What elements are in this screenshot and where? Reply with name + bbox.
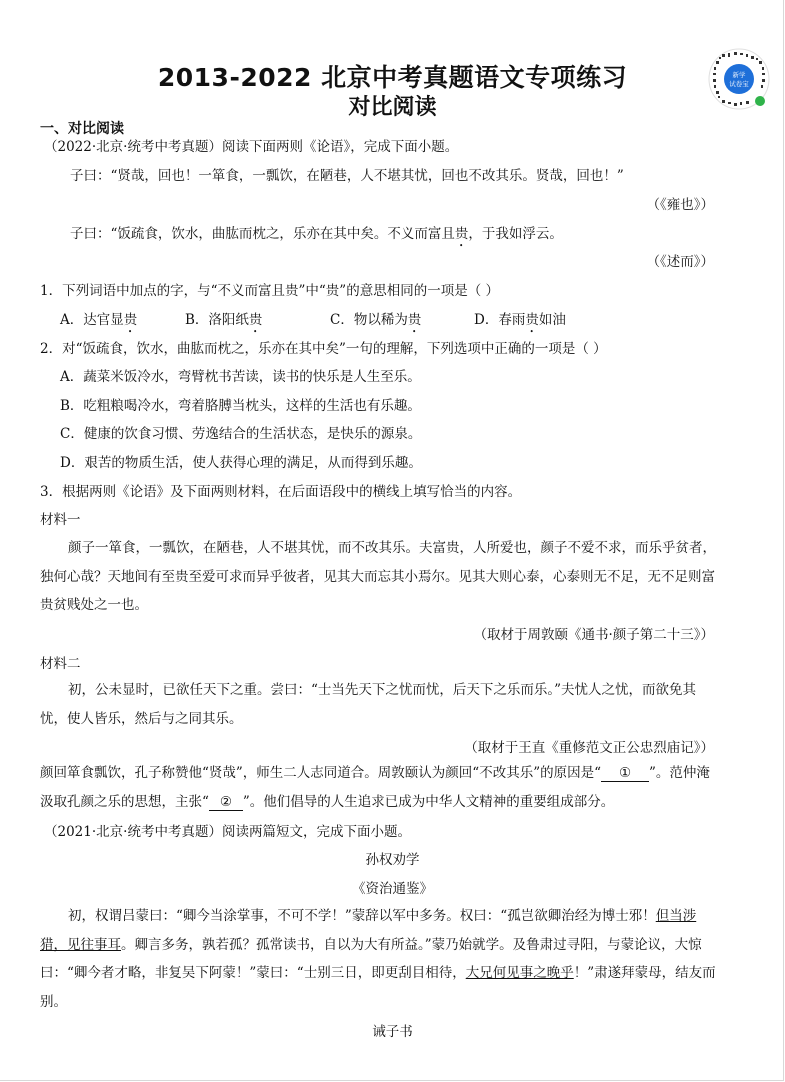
blank-2-input[interactable]: ② <box>209 794 243 811</box>
underlined-sentence-2: 大兄何见事之晚乎 <box>465 965 574 981</box>
passage-title-1: 孙权劝学 <box>365 852 420 868</box>
passage-title-2: 诫子书 <box>372 1024 413 1040</box>
quote1: 子曰：“贤哉，回也！一箪食，一瓢饮，在陋巷，人不堪其忧，回也不改其乐。贤哉，回也！” <box>70 168 624 184</box>
material-2-label: 材料二 <box>40 656 81 672</box>
material-2-source: （取材于王直《重修范文正公忠烈庙记》） <box>464 740 714 756</box>
material-1-source: （取材于周敦颐《通书·颜子第二十三》） <box>473 627 714 643</box>
question-2-stem: 2．对“饭疏食，饮水，曲肱而枕之，乐亦在其中矣”一句的理解，下列选项中正确的一项是（ ） <box>40 341 607 357</box>
material-1-text: 颜子一箪食，一瓢饮，在陋巷，人不堪其忧，而不改其乐。夫富贵，人所爱也，颜子不爱不求，而乐乎贫者，独何心哉？天地间有至贵至爱可求而异乎彼者，见其大而忘其小焉尔。见其大则心泰，心泰则无不足，无不足则富贵贫贱处之一也。 <box>40 540 716 613</box>
qr-badge-line1: 新学 <box>732 71 746 79</box>
material-2-text: 初，公未显时，已欲任天下之重。尝曰：“士当先天下之忧而忧，后天下之乐而乐。”夫忧人之忧，而欲免其忧，使人皆乐，然后与之同其乐。 <box>40 682 697 727</box>
q1-option-b[interactable]: B．洛阳纸贵 <box>185 312 263 328</box>
material-1-label: 材料一 <box>40 512 81 528</box>
document-title: 2013-2022 北京中考真题语文专项练习 <box>157 63 628 92</box>
quote2: 子曰：“饭疏食，饮水，曲肱而枕之，乐亦在其中矣。不义而富且贵，于我如浮云。 <box>70 226 563 242</box>
passage-text-1: 初，权谓吕蒙曰：“卿今当涂掌事，不可不学！”蒙辞以军中多务。权曰：“孤岂欲卿治经为博士邪！但当涉猎，见往事耳。卿言多务，孰若孤？孤常读书，自以为大有所益。”蒙乃始就学。及鲁肃过寻阳，与蒙论议，大惊曰：“卿今者才略，非复吴下阿蒙！”蒙曰：“士别三日，即更刮目相待，大兄何见事之晚乎！”肃遂拜蒙母，结友而别。 <box>40 908 716 1010</box>
q2-option-d[interactable]: D．艰苦的物质生活，使人获得心理的满足，从而得到乐趣。 <box>60 455 422 471</box>
section1-source: （2022·北京·统考中考真题）阅读下面两则《论语》，完成下面小题。 <box>44 139 459 155</box>
q2-option-a[interactable]: A．蔬菜米饭冷水，弯臂枕书苦读，读书的快乐是人生至乐。 <box>60 369 421 385</box>
underlined-sentence-1: 但当涉猎，见往事耳 <box>40 908 697 953</box>
quote2-source: （《述而》） <box>646 254 714 270</box>
q1-option-d[interactable]: D．春雨贵如油 <box>474 312 566 328</box>
question-3-stem: 3．根据两则《论语》及下面两则材料，在后面语段中的横线上填写恰当的内容。 <box>40 484 522 500</box>
section2-source: （2021·北京·统考中考真题）阅读两篇短文，完成下面小题。 <box>44 824 411 840</box>
section-heading: 一、对比阅读 <box>40 121 124 137</box>
quote1-source: （《雍也》） <box>646 197 714 213</box>
q1-option-c[interactable]: C．物以稀为贵 <box>330 312 422 328</box>
passage-book-1: 《资治通鉴》 <box>352 881 433 897</box>
qr-code-icon[interactable] <box>708 48 770 110</box>
document-subtitle: 对比阅读 <box>348 95 437 120</box>
blank-1-input[interactable]: ① <box>601 765 649 782</box>
question-1-stem: 1．下列词语中加点的字，与“不义而富且贵”中“贵”的意思相同的一项是（ ） <box>40 283 499 299</box>
qr-badge-line2: 试卷宝 <box>729 80 749 88</box>
q2-option-c[interactable]: C．健康的饮食习惯、劳逸结合的生活状态，是快乐的源泉。 <box>60 426 422 442</box>
q1-option-a[interactable]: A．达官显贵 <box>60 312 138 328</box>
fill-in-paragraph: 颜回箪食瓢饮，孔子称赞他“贤哉”，师生二人志同道合。周敦颐认为颜回“不改其乐”的原因是“ ① ”。范仲淹汲取孔颜之乐的思想，主张“ ② ”。他们倡导的人生追求已成为中华人文精神的重要组成部分。 <box>40 765 710 810</box>
q2-option-b[interactable]: B．吃粗粮喝冷水，弯着胳膊当枕头，这样的生活也有乐趣。 <box>60 398 421 414</box>
